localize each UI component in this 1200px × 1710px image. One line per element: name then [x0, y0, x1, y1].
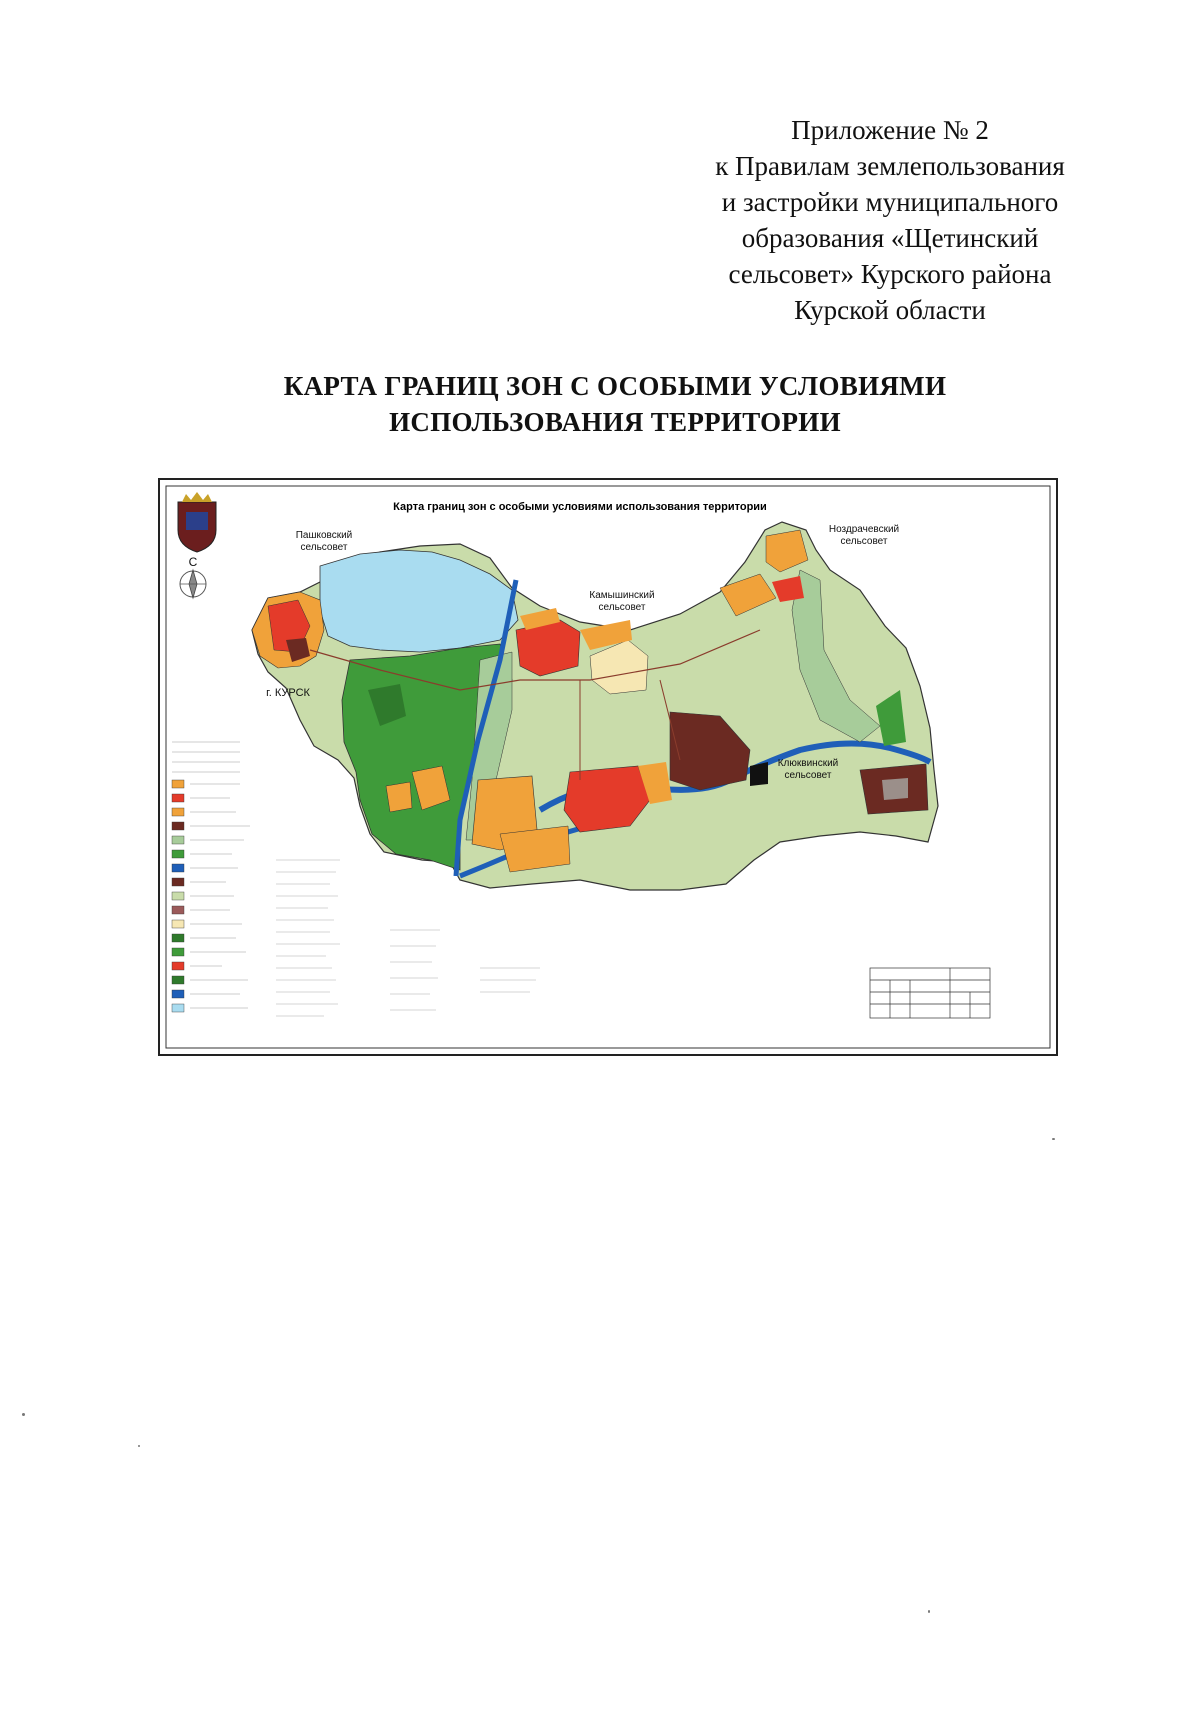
neighbor-label: г. КУРСК [266, 687, 310, 699]
neighbor-label: сельсовет [598, 602, 646, 613]
neighbor-label: Клюквинский [777, 758, 839, 769]
north-label: С [188, 555, 198, 569]
north-arrow-icon [180, 555, 206, 598]
document-title [150, 368, 1080, 440]
appendix-line: Приложение № 2 [791, 115, 989, 145]
scan-speck [928, 1610, 930, 1613]
zone-map-svg [160, 480, 1056, 1054]
residential-zone [500, 826, 570, 872]
scan-speck [138, 1445, 140, 1447]
neighbor-label: сельсовет [840, 536, 888, 547]
scan-speck [22, 1413, 25, 1416]
document-title-line2: ИСПОЛЬЗОВАНИЯ ТЕРРИТОРИИ [389, 407, 841, 437]
appendix-line: к Правилам землепользования [715, 151, 1065, 181]
appendix-line: и застройки муниципального [721, 187, 1059, 217]
title-block [870, 968, 990, 1018]
neighbor-label: сельсовет [300, 542, 348, 553]
neighbor-label: сельсовет [784, 770, 832, 781]
zone-map [158, 478, 1058, 1056]
document-title-line1: КАРТА ГРАНИЦ ЗОН С ОСОБЫМИ УСЛОВИЯМИ [283, 371, 947, 401]
special-zone [750, 762, 768, 786]
territory [252, 522, 938, 890]
appendix-line: сельсовет» Курского района [728, 259, 1052, 289]
neighbor-label: Ноздрачевский [828, 524, 900, 535]
special-zone [882, 778, 908, 800]
coat-of-arms-icon [178, 492, 216, 552]
neighbor-label: Пашковский [295, 530, 353, 541]
scan-speck [1052, 1138, 1055, 1140]
residential-zone [386, 782, 412, 812]
appendix-line: образования «Щетинский [741, 223, 1039, 253]
map-legend [172, 738, 250, 1012]
map-title: Карта границ зон с особыми условиями использования территории [393, 501, 767, 513]
appendix-line: Курской области [794, 295, 986, 325]
neighbor-label: Камышинский [589, 590, 655, 601]
appendix-block [660, 112, 1120, 328]
